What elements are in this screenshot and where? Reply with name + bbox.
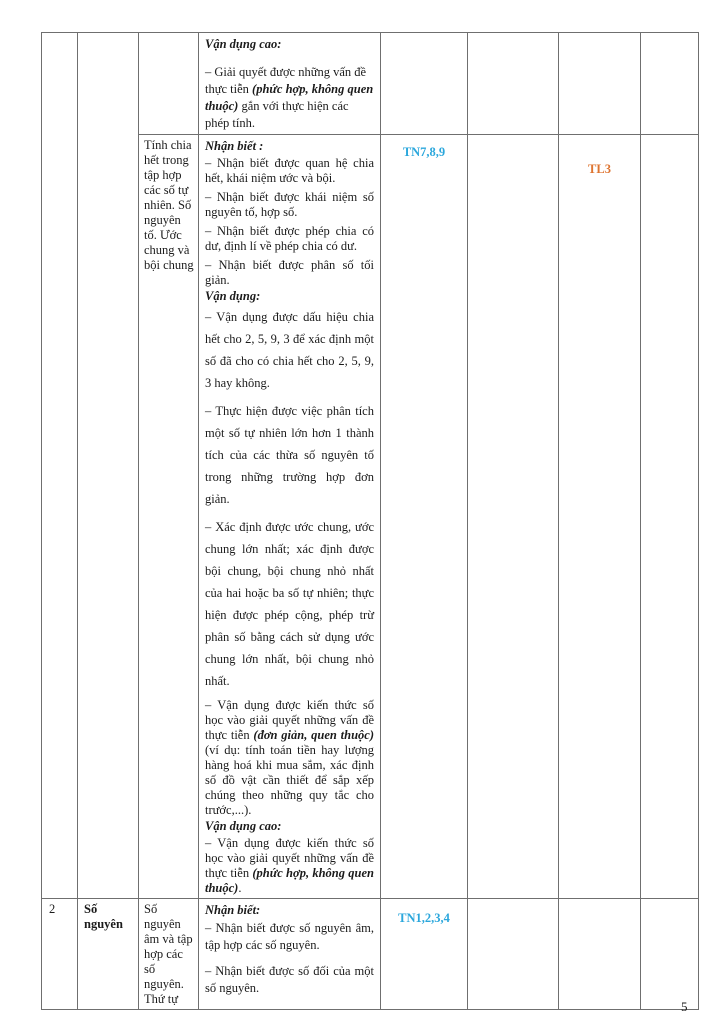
table-row	[42, 899, 699, 1010]
assessment-matrix-table	[41, 32, 699, 1010]
requirement-item: – Nhận biết được số đối của một số nguyên.	[205, 964, 374, 995]
empty-cell	[468, 899, 559, 1010]
level-header-van-dung-cao: Vận dụng cao:	[205, 819, 282, 833]
requirement-item: – Nhận biết được quan hệ chia hết, khái niệm ước và bội.	[205, 156, 374, 185]
tl-question-cell-empty	[559, 33, 641, 135]
requirement-item: – Xác định được ước chung, ước chung lớn nhất; xác định được bội chung, bội chung nhỏ nhất của hai hoặc ba số tự nhiên; thực hiện được phép cộng, phép trừ phân số bằng cách sử dụng ước chung lớn nhất, bội chung nhỏ nhất.	[205, 520, 374, 688]
req-text-segment: (ví dụ: tính toán tiền hay lượng hàng hoá khi mua sắm, xác định số đồ vật cần thiết để sắp xếp chúng theo những quy tắc cho trước,...).	[205, 743, 374, 817]
requirement-item	[205, 836, 374, 896]
requirements-cell-divisibility	[199, 135, 381, 899]
req-emphasis-segment: (phức hợp, không quen thuộc)	[205, 866, 374, 895]
requirement-item: – Nhận biết được phép chia có dư, định lí về phép chia có dư.	[205, 224, 374, 253]
tn-question-cell	[381, 899, 468, 1010]
requirement-item: – Nhận biết được phân số tối giản.	[205, 258, 374, 287]
requirement-item	[205, 64, 374, 132]
requirement-item: – Thực hiện được việc phân tích một số tự nhiên lớn hơn 1 thành tích của các thừa số nguyên tố trong những trường hợp đơn giản.	[205, 404, 374, 506]
tl-code: TL3	[588, 162, 611, 176]
level-header-nhan-biet: Nhận biết:	[205, 903, 261, 917]
stt-cell: 2	[42, 899, 78, 1010]
topic-cell: Số nguyên	[78, 899, 139, 1010]
requirements-cell-integers	[199, 899, 381, 1010]
empty-cell	[468, 33, 559, 135]
empty-cell	[641, 135, 699, 899]
req-text-segment: .	[238, 881, 242, 895]
req-text-segment: – Vận dụng được kiến thức số học vào giải quyết những vấn đề thực tiễn	[205, 836, 374, 880]
req-text-segment: – Vận dụng được kiến thức số học vào giải quyết những vấn đề thực tiễn	[205, 698, 374, 742]
empty-cell	[641, 33, 699, 135]
stt-cell-empty	[42, 33, 78, 899]
req-text-segment: – Giải quyết được những vấn đề thực tiễn	[205, 65, 367, 96]
tn-code: TN1,2,3,4	[398, 911, 450, 925]
page-number: 5	[681, 999, 688, 1014]
level-header-van-dung-cao: Vận dụng cao:	[205, 37, 282, 51]
table-row	[42, 135, 699, 899]
tl-question-cell	[559, 135, 641, 899]
requirement-item: – Nhận biết được số nguyên âm, tập hợp các số nguyên.	[205, 921, 374, 952]
table-row	[42, 33, 699, 135]
tn-question-cell	[381, 135, 468, 899]
level-header-nhan-biet: Nhận biết :	[205, 139, 264, 153]
content-cell-empty	[139, 33, 199, 135]
req-emphasis-segment: (phức hợp, không quen thuộc)	[205, 82, 374, 113]
requirements-cell-continuation	[199, 33, 381, 135]
tn-question-cell-empty	[381, 33, 468, 135]
requirement-item	[205, 698, 374, 818]
requirement-item: – Nhận biết được khái niệm số nguyên tố, hợp số.	[205, 190, 374, 219]
content-cell-integers: Số nguyên âm và tập hợp các số nguyên. Thứ tự	[139, 899, 199, 1010]
req-emphasis-segment: (đơn giản, quen thuộc)	[253, 728, 374, 742]
tn-code: TN7,8,9	[402, 145, 446, 159]
content-cell-divisibility: Tính chia hết trong tập hợp các số tự nhiên. Số nguyên tố. Ước chung và bội chung	[139, 135, 199, 899]
empty-cell	[641, 899, 699, 1010]
level-header-van-dung: Vận dụng:	[205, 289, 261, 303]
req-text-segment: gắn với thực hiện các phép tính.	[205, 99, 349, 130]
requirement-item: – Vận dụng được dấu hiệu chia hết cho 2, 5, 9, 3 để xác định một số đã cho có chia hết cho 2, 5, 9, 3 hay không.	[205, 310, 374, 390]
topic-cell-empty	[78, 33, 139, 899]
empty-cell	[468, 135, 559, 899]
tl-question-cell-empty	[559, 899, 641, 1010]
